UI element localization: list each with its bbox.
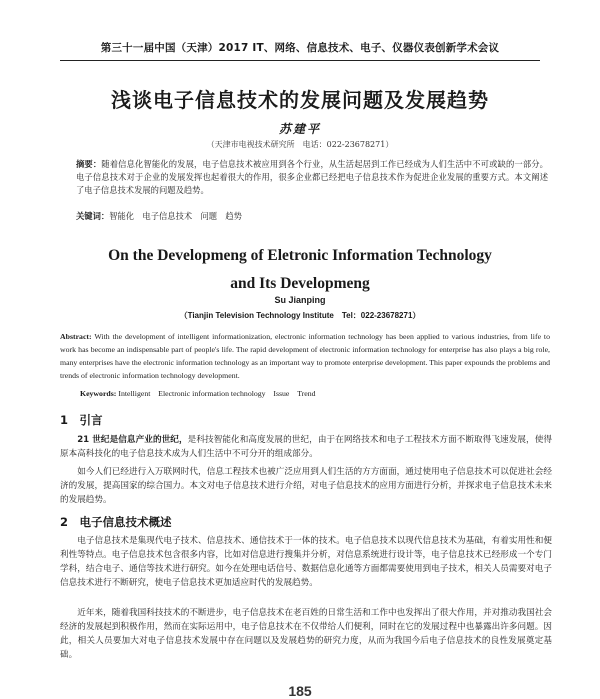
paragraph xyxy=(60,534,552,590)
keywords-en-label: Keywords: xyxy=(80,389,117,398)
paragraph-text: 是科技智能化和高度发展的世纪，由于在网络技术和电子工程技术方面不断取得飞速发展，使得原本高科技化的电子信息技术成为人们生活中不可分开的组成部分。 xyxy=(60,435,552,459)
paper-title-en xyxy=(40,242,560,298)
author-en: Su Jianping xyxy=(274,295,326,305)
author-cn: 苏建平 xyxy=(278,122,321,136)
abstract-cn-label: 摘要： xyxy=(76,159,102,169)
page-number: 185 xyxy=(288,683,312,699)
paragraph xyxy=(60,433,552,461)
keywords-cn-label: 关键词： xyxy=(76,211,110,221)
paper-title-cn: 浅谈电子信息技术的发展问题及发展趋势 xyxy=(111,88,489,112)
paragraph-lead: 21 世纪是信息产业的世纪， xyxy=(77,435,188,445)
abstract-cn xyxy=(76,158,548,197)
paragraph-text: 电子信息技术是集现代电子技术、信息技术、通信技术于一体的技术。电子信息技术以现代信息技术为基础，有着实用性和便利性等特点。电子信息技术包含很多内容，比如对信息进行搜集并分析，对信息系统进行设计等，电子信息技术已经形成一个专门学科，结合电子、通信等技术进行研究。如今在处理电话信号、数据信息化通等方面都需要使用到电子技术，相关人员需要对电子信息技术进行不断研究，使电子信息技术更加适应时代的发展趋势。 xyxy=(60,536,552,588)
keywords-cn-text: 智能化 电子信息技术 问题 趋势 xyxy=(109,211,242,221)
keywords-en-text: Intelligent Electronic information technology Issue Trend xyxy=(118,389,316,398)
keywords-cn xyxy=(76,210,548,223)
paragraph-text: 如今人们已经进行入万联网时代，信息工程技术也被广泛应用到人们生活的方方面面，通过使用电子信息技术可以促进社会经济的发展，提高国家的综合国力。本文对电子信息技术进行介绍，对电子信息技术的应用方面进行分析，并探求电子信息技术未来的发展趋势。 xyxy=(60,467,552,505)
keywords-en xyxy=(80,387,550,400)
section-heading-overview: 2 电子信息技术概述 xyxy=(60,515,172,529)
paragraph xyxy=(60,606,552,662)
abstract-en-label: Abstract: xyxy=(60,332,92,341)
paper-title-en-line2: and Its Developmeng xyxy=(230,275,370,292)
paragraph xyxy=(60,465,552,507)
abstract-en-text: With the development of intelligent informationization, electronic information technology has been applied to various industries, from life to work has become an indispensable part of people's life. The rapid development of electronic information technology for enterprise has also plays a big role, many enterprises have the electronic information technology as an important way to promote enterprise development. This paper expounds the problems and trends of electronic information technology development. xyxy=(60,332,550,380)
abstract-en xyxy=(60,330,550,382)
paragraph-text: 近年来，随着我国科技技术的不断进步，电子信息技术在老百姓的日常生活和工作中也发挥出了很大作用，并对推动我国社会经济的发展起到积极作用，然而在实际运用中，电子信息技术在不仅带给人们便利，同时在它的发展过程中也暴露出许多问题。因此，相关人员要加大对电子信息技术发展中存在问题以及发展趋势的研究力度，从而为我国今后电子信息技术的良性发展奠定基础。 xyxy=(60,608,552,660)
affiliation-cn: （天津市电视技术研究所 电话：022-23678271） xyxy=(206,140,394,149)
running-header: 第三十一届中国（天津）2017 IT、网络、信息技术、电子、仪器仪表创新学术会议 xyxy=(60,40,540,61)
affiliation-en: （Tianjin Television Technology Institute Tel：022-23678271） xyxy=(179,311,421,320)
section-heading-introduction: 1 引言 xyxy=(60,413,103,427)
paper-title-en-line1: On the Developmeng of Eletronic Information Technology xyxy=(108,247,492,264)
abstract-cn-text: 随着信息化智能化的发展，电子信息技术被应用到各个行业，从生活起居到工作已经成为人们生活中不可或缺的一部分。电子信息技术对于企业的发展发挥也起着很大的作用，很多企业都已经把电子信息技术作为促进企业发展的重要方式。本文阐述了电子信息技术发展的问题及趋势。 xyxy=(76,159,548,195)
